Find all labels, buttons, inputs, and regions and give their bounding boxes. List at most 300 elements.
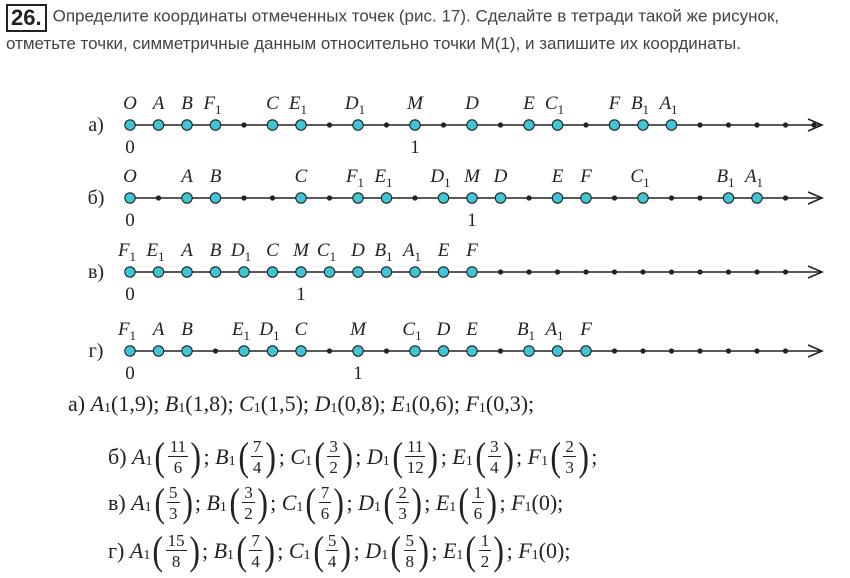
point-name: E [523, 93, 535, 114]
point-marker [296, 267, 306, 277]
point-subscript: 1 [215, 102, 222, 117]
tick-dot [583, 269, 588, 274]
point-marker [239, 267, 249, 277]
tick-dot [526, 195, 531, 200]
tick-dot [640, 269, 645, 274]
point-name: A [181, 166, 193, 187]
tick-dot [327, 348, 332, 353]
point-name: M [407, 93, 423, 114]
paren-open: ( [550, 434, 562, 479]
paren-close: ) [190, 434, 202, 479]
fraction-body [403, 532, 418, 570]
number-line [88, 166, 822, 231]
paren-close: ) [181, 480, 193, 525]
point-label [179, 240, 193, 261]
point-subscript: 1 [143, 548, 151, 563]
unit-label: 0 [125, 363, 135, 384]
tick-dot [726, 269, 731, 274]
point-label [579, 166, 592, 187]
fraction-body [248, 532, 263, 570]
point-subscript: 1 [528, 328, 536, 343]
point-label [345, 166, 364, 190]
point-label [295, 166, 308, 187]
point-marker [467, 346, 477, 356]
point-name: E [437, 240, 450, 261]
point-marker [267, 120, 277, 130]
point-name: F [580, 166, 592, 187]
point-marker [296, 346, 306, 356]
unit-label: 0 [125, 210, 135, 231]
paren-close: ) [342, 434, 353, 479]
point-subscript: 1 [449, 500, 457, 515]
point-marker [125, 346, 135, 356]
point-marker [638, 193, 648, 203]
point-marker [524, 120, 534, 130]
point-subscript: 1 [227, 548, 235, 563]
tick-dot [697, 122, 702, 127]
point-name: B [209, 166, 222, 187]
point-name: B [215, 444, 229, 469]
paren-close: ) [493, 528, 505, 573]
point-name: B [206, 490, 220, 515]
spacer [127, 446, 133, 468]
separator: ; [270, 490, 282, 515]
tick-dot [327, 122, 332, 127]
point-marker [467, 193, 477, 203]
answer-row [68, 393, 534, 415]
number-line [88, 240, 822, 305]
denominator: 8 [171, 552, 181, 571]
point-marker [125, 267, 135, 277]
point-name: E [442, 538, 457, 563]
point-name: D [465, 93, 479, 114]
point-marker [581, 193, 591, 203]
fraction [457, 480, 498, 525]
point-name: C [316, 240, 330, 261]
point-label [522, 93, 535, 114]
point-marker [438, 267, 448, 277]
point-marker [239, 346, 249, 356]
tick-dot [697, 269, 702, 274]
denominator: 4 [490, 458, 499, 477]
point-label [657, 93, 677, 117]
separator: ; [591, 444, 598, 469]
tick-dot [241, 122, 246, 127]
point-name: D [259, 319, 274, 340]
point-name: D [344, 93, 359, 114]
fraction [474, 434, 515, 479]
point-label [465, 319, 478, 340]
point-subscript: 1 [158, 249, 165, 264]
point-marker [125, 120, 135, 130]
answer-label: б) [108, 444, 127, 469]
separator: ; [355, 444, 367, 469]
paren-close: ) [427, 434, 439, 479]
point-label [230, 240, 251, 264]
separator: ; [564, 538, 571, 563]
paren-close: ) [340, 528, 352, 573]
point-name: B [209, 240, 222, 261]
paren-open: ( [465, 528, 477, 573]
point-name: F [466, 240, 478, 261]
point-subscript: 1 [296, 500, 304, 515]
point-label [295, 319, 308, 340]
coordinate-value: (0,6) [411, 391, 454, 416]
paren-open: ( [154, 434, 166, 479]
point-label [631, 93, 649, 117]
point-name: E [374, 166, 387, 187]
numerator: 3 [490, 437, 499, 456]
point-subscript: 1 [728, 175, 735, 190]
point-subscript: 1 [300, 102, 308, 117]
unit-label: 1 [410, 137, 420, 158]
point-subscript: 1 [478, 401, 486, 416]
point-subscript: 1 [524, 500, 532, 515]
point-name: F [117, 319, 130, 340]
coordinate-value: (0,8) [337, 391, 380, 416]
separator: ; [194, 490, 207, 515]
point-subscript: 1 [357, 175, 365, 190]
tick-dot [783, 348, 788, 353]
point-label [551, 166, 564, 187]
tick-dot [783, 269, 788, 274]
point-subscript: 1 [381, 548, 389, 563]
point-label [117, 240, 136, 264]
coordinate-value: (0) [531, 490, 558, 515]
point-marker [182, 346, 192, 356]
fraction [153, 480, 194, 525]
separator: ; [203, 444, 216, 469]
fraction-body [318, 484, 333, 522]
coordinate-value: (1,9) [111, 391, 154, 416]
point-subscript: 1 [244, 249, 252, 264]
tick-dot [270, 195, 275, 200]
numerator: 5 [327, 531, 337, 550]
point-marker [267, 267, 277, 277]
point-name: F [527, 444, 542, 469]
point-name: B [630, 93, 643, 114]
separator: ; [278, 444, 291, 469]
spacer [124, 540, 130, 562]
separator: ; [353, 538, 366, 563]
fraction [312, 528, 353, 573]
point-label [181, 93, 193, 114]
paren-open: ( [458, 480, 470, 525]
point-name: B [516, 319, 529, 340]
point-name: M [350, 319, 366, 340]
paren-close: ) [503, 434, 514, 479]
tick-dot [384, 122, 389, 127]
separator: ; [528, 391, 535, 416]
point-marker [495, 193, 505, 203]
point-marker [153, 346, 163, 356]
point-subscript: 1 [414, 249, 422, 264]
point-subscript: 1 [642, 102, 650, 117]
point-name: F [511, 490, 525, 515]
point-marker [267, 346, 277, 356]
spacer [126, 492, 132, 514]
paren-close: ) [578, 434, 589, 479]
point-name: A [744, 166, 757, 187]
separator: ; [227, 391, 240, 416]
point-subscript: 1 [465, 454, 473, 469]
point-subscript: 1 [444, 175, 451, 190]
fraction [228, 480, 269, 525]
tick-dot [726, 122, 731, 127]
separator: ; [431, 538, 443, 563]
point-label [292, 240, 310, 261]
separator: ; [379, 391, 392, 416]
denominator: 6 [473, 504, 483, 523]
point-name: E [435, 490, 450, 515]
point-name: C [544, 93, 558, 114]
paren-open: ( [390, 528, 402, 573]
denominator: 2 [329, 458, 338, 477]
tick-dot [498, 269, 503, 274]
point-name: C [288, 538, 304, 563]
point-label [202, 93, 221, 117]
tick-dot [441, 122, 446, 127]
paren-open: ( [475, 434, 486, 479]
point-name: D [430, 166, 445, 187]
paren-open: ( [237, 434, 249, 479]
point-name: F [518, 538, 532, 563]
point-subscript: 1 [329, 249, 337, 264]
point-marker [182, 267, 192, 277]
fraction [235, 528, 276, 573]
point-subscript: 1 [305, 454, 313, 469]
paren-open: ( [154, 480, 165, 525]
point-name: B [164, 391, 179, 416]
tick-dot [783, 122, 788, 127]
tick-dot [640, 348, 645, 353]
point-subscript: 1 [756, 175, 764, 190]
tick-dot [327, 195, 332, 200]
fraction [382, 480, 423, 525]
answer-row [108, 528, 571, 573]
point-name: O [123, 93, 137, 114]
point-label [181, 319, 193, 340]
paren-close: ) [333, 480, 345, 525]
numerator: 11 [169, 437, 187, 456]
fraction-body [167, 438, 189, 476]
paren-open: ( [312, 528, 324, 573]
point-subscript: 1 [386, 175, 393, 190]
answer-row [108, 434, 598, 479]
tick-dot [754, 122, 759, 127]
point-label [374, 240, 392, 264]
denominator: 3 [169, 504, 178, 523]
point-name: C [266, 93, 279, 114]
point-name: F [203, 93, 216, 114]
point-subscript: 1 [228, 454, 236, 469]
point-name: C [290, 444, 306, 469]
point-label [266, 93, 279, 114]
point-label [463, 166, 481, 187]
numerator: 5 [169, 483, 178, 502]
spacer [85, 393, 91, 415]
point-label [464, 93, 479, 114]
point-name: B [181, 319, 193, 340]
tick-dot [783, 195, 788, 200]
point-name: C [266, 240, 279, 261]
tick-dot [612, 348, 617, 353]
point-label [210, 166, 222, 187]
paren-open: ( [392, 434, 403, 479]
paren-close: ) [265, 434, 277, 479]
separator: ; [346, 490, 359, 515]
point-name: E [288, 93, 301, 114]
point-name: C [402, 319, 416, 340]
fraction [237, 434, 278, 479]
tick-dot [697, 195, 702, 200]
point-subscript: 1 [145, 454, 153, 469]
numerator: 3 [329, 437, 338, 456]
separator: ; [440, 444, 453, 469]
point-name: M [293, 240, 309, 261]
numerator: 2 [398, 483, 407, 502]
point-marker [210, 193, 220, 203]
point-marker [581, 346, 591, 356]
paren-open: ( [314, 434, 326, 479]
numerator: 1 [473, 483, 483, 502]
point-subscript: 1 [541, 454, 549, 469]
tick-dot [754, 348, 759, 353]
point-label [123, 93, 137, 114]
denominator: 3 [565, 458, 574, 477]
paren-close: ) [486, 480, 498, 525]
point-marker [467, 267, 477, 277]
fraction-body [395, 484, 410, 522]
point-name: O [123, 166, 137, 187]
paren-open: ( [305, 480, 317, 525]
point-marker [353, 267, 363, 277]
point-subscript: 1 [671, 102, 678, 117]
point-label [117, 319, 136, 343]
point-name: F [117, 240, 130, 261]
tick-dot [213, 348, 218, 353]
point-marker [353, 346, 363, 356]
point-name: B [213, 538, 228, 563]
denominator: 2 [480, 552, 490, 571]
unit-label: 0 [125, 137, 135, 158]
point-name: B [181, 93, 193, 114]
coordinate-value: (0,3) [485, 391, 529, 416]
point-label [436, 319, 451, 340]
numerator: 7 [251, 531, 260, 550]
point-marker [182, 193, 192, 203]
point-name: A [659, 93, 672, 114]
point-marker [410, 120, 420, 130]
denominator: 3 [398, 504, 407, 523]
paren-close: ) [418, 528, 430, 573]
tick-dot [498, 122, 503, 127]
denominator: 4 [252, 458, 262, 477]
separator: ; [302, 391, 315, 416]
point-marker [324, 267, 334, 277]
fraction [153, 434, 202, 479]
point-marker [723, 193, 733, 203]
point-name: D [436, 319, 451, 340]
point-label [151, 319, 165, 340]
numerator: 3 [244, 483, 253, 502]
coordinate-value: (1,8) [185, 391, 228, 416]
point-marker [410, 346, 420, 356]
point-label [493, 166, 508, 187]
point-name: A [129, 538, 144, 563]
point-name: D [493, 166, 508, 187]
paren-close: ) [411, 480, 422, 525]
point-marker [438, 193, 448, 203]
point-name: C [630, 166, 644, 187]
point-label [716, 166, 734, 190]
point-name: E [231, 319, 244, 340]
point-name: E [391, 391, 405, 416]
point-name: B [716, 166, 729, 187]
problem-number: 26. [6, 4, 47, 32]
coordinate-value: (0) [538, 538, 565, 563]
separator: ; [201, 538, 214, 563]
tick-dot [412, 195, 417, 200]
fraction [313, 434, 354, 479]
fraction-body [471, 484, 486, 522]
tick-dot [669, 195, 674, 200]
numerator: 7 [320, 483, 330, 502]
point-marker [552, 120, 562, 130]
tick-dot [241, 195, 246, 200]
point-subscript: 1 [303, 548, 311, 563]
point-label [543, 319, 563, 343]
denominator: 2 [244, 504, 253, 523]
point-name: D [314, 391, 331, 416]
point-marker [438, 346, 448, 356]
point-label [317, 240, 336, 264]
point-name: A [152, 93, 165, 114]
point-name: E [146, 240, 159, 261]
point-label [123, 166, 137, 187]
fraction-body [165, 532, 188, 570]
unit-label: 1 [353, 363, 363, 384]
point-subscript: 1 [243, 328, 251, 343]
separator: ; [153, 391, 165, 416]
point-label [145, 240, 164, 264]
point-marker [353, 120, 363, 130]
line-label: б) [87, 187, 105, 209]
point-marker [666, 120, 676, 130]
point-name: A [152, 319, 165, 340]
answer-label: а) [68, 391, 86, 416]
fraction [389, 528, 430, 573]
paren-close: ) [264, 528, 275, 573]
line-label: г) [88, 340, 104, 362]
point-marker [552, 193, 562, 203]
answer-label: г) [108, 538, 125, 563]
point-marker [210, 267, 220, 277]
tick-dot [612, 195, 617, 200]
tick-dot [811, 122, 816, 127]
point-label [545, 93, 564, 117]
point-label [258, 319, 279, 343]
separator: ; [557, 490, 564, 515]
point-label [401, 240, 421, 264]
point-label [429, 166, 450, 190]
denominator: 4 [327, 552, 337, 571]
numerator: 5 [405, 531, 415, 550]
tick-dot [669, 269, 674, 274]
point-marker [210, 120, 220, 130]
point-name: D [351, 240, 365, 261]
point-subscript: 1 [178, 401, 186, 416]
